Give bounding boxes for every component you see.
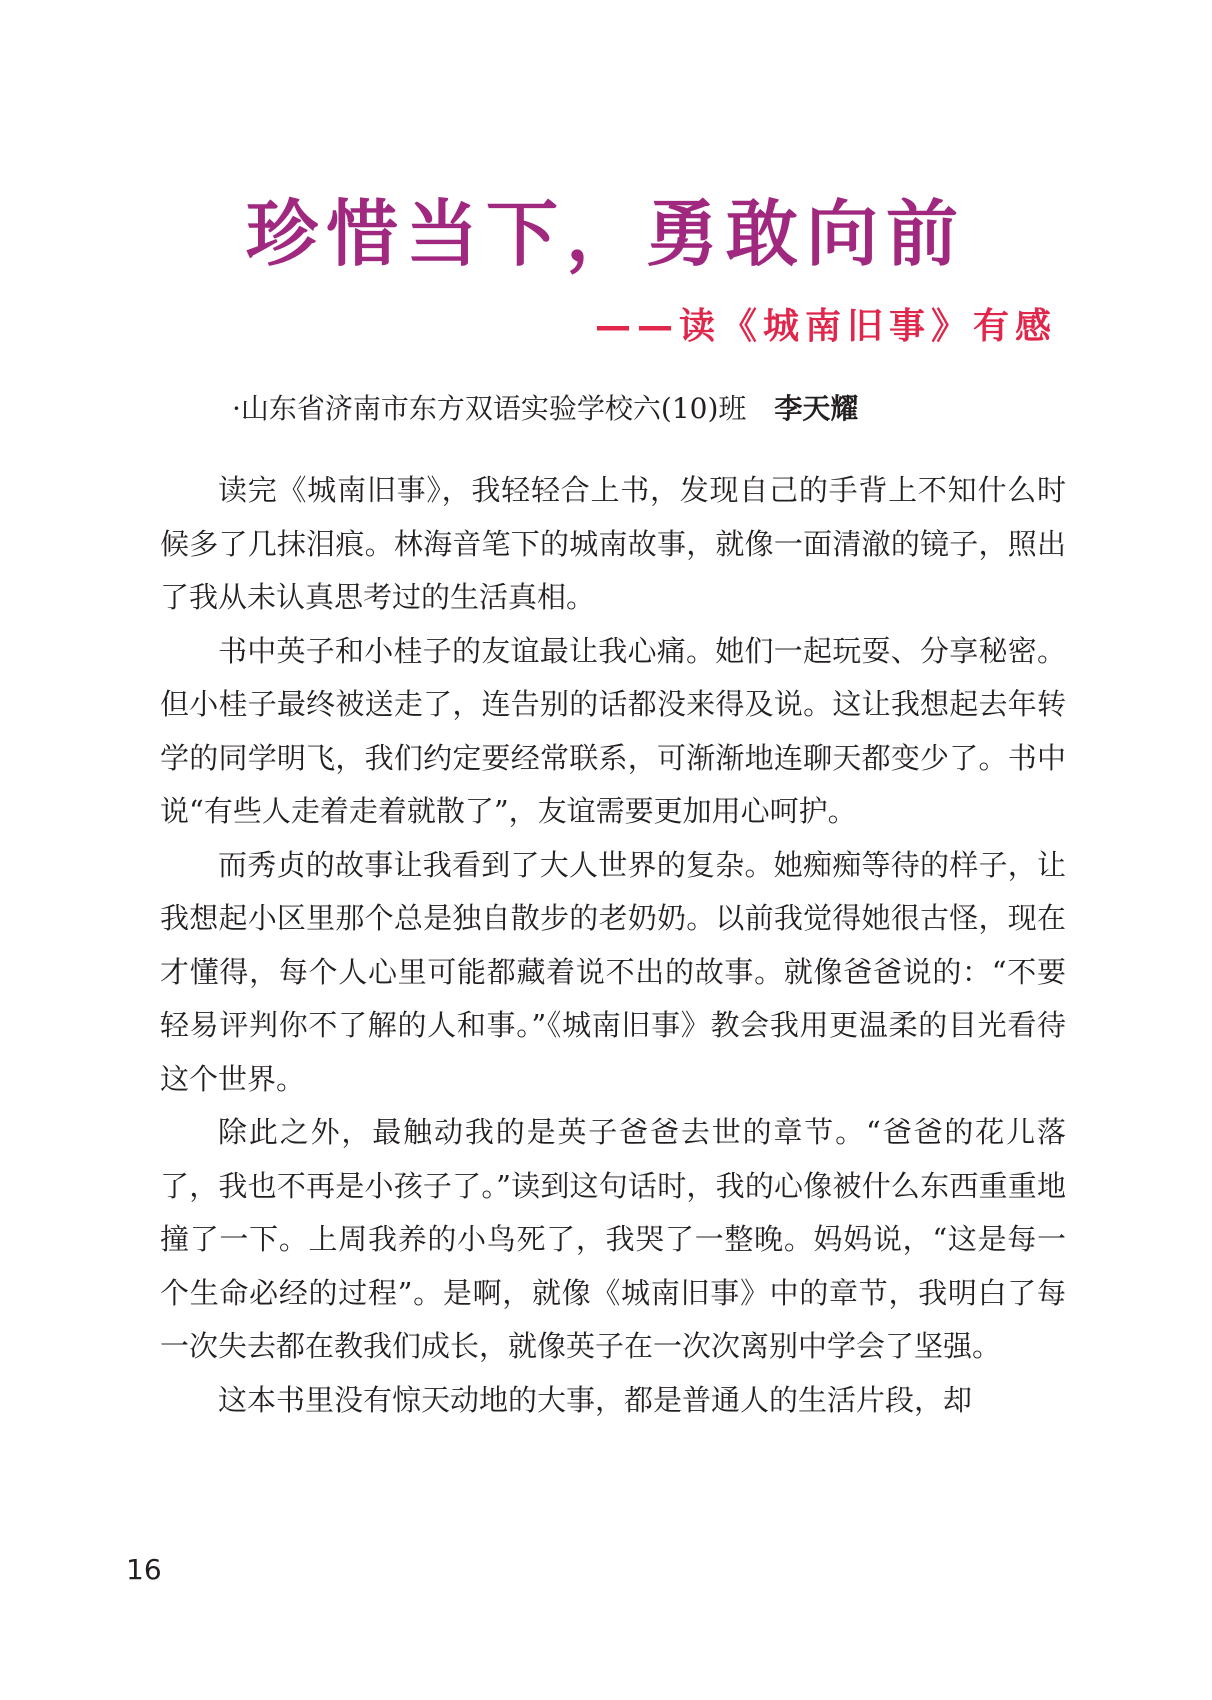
body-paragraph: 书中英子和小桂子的友谊最让我心痛。她们一起玩耍、分享秘密。但小桂子最终被送走了，连告别的话都没来得及说。这让我想起去年转学的同学明飞，我们约定要经常联系，可渐渐地连聊天都变少了。书中说“有些人走着走着就散了”，友谊需要更加用心呵护。 — [160, 633, 1066, 828]
article-title: 珍惜当下，勇敢向前 — [245, 192, 966, 276]
body-paragraph: 读完《城南旧事》，我轻轻合上书，发现自己的手背上不知什么时候多了几抹泪痕。林海音笔下的城南故事，就像一面清澈的镜子，照出了我从未认真思考过的生活真相。 — [160, 473, 1066, 614]
article-body — [160, 464, 1066, 1427]
page-number: 16 — [126, 1553, 162, 1586]
article-subtitle: ——读《城南旧事》有感 — [594, 306, 1057, 347]
body-paragraph: 除此之外，最触动我的是英子爸爸去世的章节。“爸爸的花儿落了，我也不再是小孩子了。”读到这句话时，我的心像被什么东西重重地撞了一下。上周我养的小鸟死了，我哭了一整晚。妈妈说，“这是每一个生命必经的过程”。是啊，就像《城南旧事》中的章节，我明白了每一次失去都在教我们成长，就像英子在一次次离别中学会了坚强。 — [160, 1115, 1066, 1363]
body-paragraph: 这本书里没有惊天动地的大事，都是普通人的生活片段，却 — [218, 1382, 973, 1417]
byline — [232, 385, 858, 433]
body-paragraph: 而秀贞的故事让我看到了大人世界的复杂。她痴痴等待的样子，让我想起小区里那个总是独自散步的老奶奶。以前我觉得她很古怪，现在才懂得，每个人心里可能都藏着说不出的故事。就像爸爸说的：“不要轻易评判你不了解的人和事。”《城南旧事》教会我用更温柔的目光看待这个世界。 — [160, 847, 1066, 1096]
byline-author: 李天耀 — [774, 392, 859, 425]
byline-school: ·山东省济南市东方双语实验学校六(10)班 — [232, 392, 747, 425]
